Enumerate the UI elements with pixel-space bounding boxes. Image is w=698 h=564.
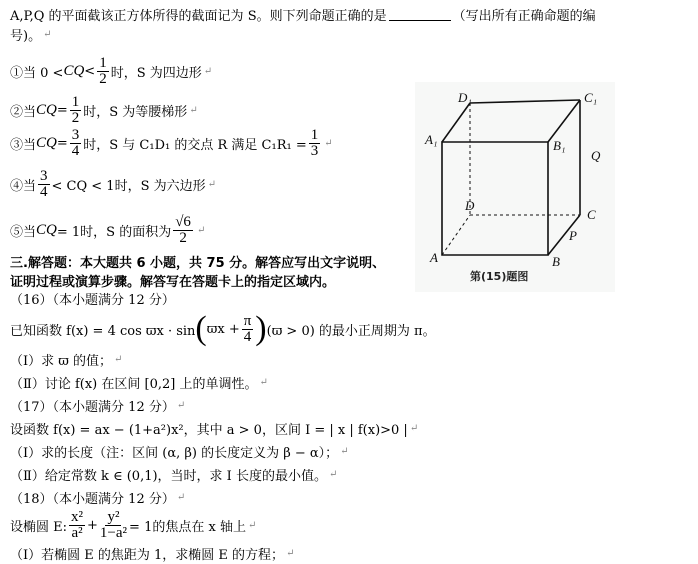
return-mark: ↵ [247, 519, 257, 531]
fraction [100, 510, 127, 541]
num: 3 [40, 167, 48, 184]
text: 已知函数 f(x) = 4 cos ϖx · sin [10, 323, 196, 339]
text: （Ⅰ）求的长度（注：区间 (α, β) 的长度定义为 β − α）； [10, 445, 339, 461]
num: 1 [71, 93, 80, 110]
text: 号)。 [10, 28, 42, 44]
text: = 1时，S 的面积为 [56, 224, 172, 240]
fraction [309, 128, 321, 159]
text: = 1的焦点在 x 轴上 [129, 519, 246, 535]
num: 1 [310, 126, 319, 143]
text: （Ⅱ）讨论 f(x) 在区间 [0,2] 上的单调性。 [10, 376, 258, 392]
text: ⑤当 [10, 224, 37, 240]
den: 4 [40, 183, 48, 200]
text: A,P,Q 的平面截该正方体所得的截面记为 S。则下列命题正确的是 [10, 8, 387, 24]
label-c: C [587, 207, 596, 222]
text: = [56, 102, 68, 118]
label-a1: A₁ [425, 132, 438, 147]
text: ϖx + [206, 321, 240, 337]
text: ①当 0 < [10, 65, 64, 81]
q16-part-1 [10, 349, 122, 369]
num: 3 [71, 126, 80, 143]
text: 设椭圆 E: [10, 519, 68, 535]
answer-blank [389, 8, 451, 21]
return-mark: ↵ [114, 353, 123, 365]
text: 时，S 与 C₁D₁ 的交点 R 满足 C₁R₁ = [83, 137, 307, 153]
return-mark: ↵ [259, 376, 268, 388]
den: 4 [243, 328, 252, 345]
text: = [56, 135, 68, 151]
text: 设函数 f(x) = ax − (1+a²)x²，其中 a > 0，区间 I = | x | f(x)>0 | [10, 422, 408, 438]
return-mark: ↵ [196, 224, 206, 236]
q18-heading [10, 487, 185, 507]
return-mark: ↵ [328, 468, 338, 480]
text: （16）（本小题满分 12 分） [10, 292, 175, 308]
num: y² [107, 508, 120, 525]
math: CQ [36, 221, 57, 238]
text: （17）（本小题满分 12 分） [10, 399, 175, 415]
figure-caption: 第(15)题图 [470, 270, 529, 283]
q16-stem [10, 310, 436, 348]
text: < [84, 63, 96, 79]
return-mark: ↵ [176, 491, 186, 503]
text: ②当 [10, 104, 37, 120]
return-mark: ↵ [324, 137, 333, 149]
den: 1−a² [99, 524, 128, 541]
text: （Ⅰ）求 ϖ 的值； [10, 353, 113, 369]
fraction [70, 95, 82, 126]
prop-5 [10, 212, 205, 248]
num: 1 [99, 54, 107, 71]
label-d1: D₁ [458, 90, 472, 105]
fraction [97, 56, 109, 87]
label-q: Q [591, 148, 601, 163]
den: 3 [310, 142, 319, 159]
figure-background [415, 82, 615, 292]
label-b: B [552, 254, 560, 269]
prop-4 [10, 168, 216, 200]
math: CQ [36, 101, 57, 118]
text: （Ⅱ）给定常数 k ∈ (0,1)，当时，求 I 长度的最小值。 [10, 468, 327, 484]
num: π [243, 312, 252, 329]
return-mark: ↵ [207, 178, 217, 190]
label-c1: C₁ [584, 90, 598, 105]
return-mark: ↵ [409, 422, 419, 434]
label-d: D [465, 198, 475, 213]
math: CQ [36, 134, 57, 151]
den: 2 [99, 70, 107, 87]
section-heading-2: 证明过程或演算步骤。解答写在答题卡上的指定区域内。 [10, 274, 336, 290]
text: ④当 [10, 178, 37, 194]
q16-heading [10, 288, 175, 308]
text: < CQ < 1时，S 为六边形 [51, 178, 206, 194]
text: + [87, 517, 98, 533]
fraction [70, 128, 82, 159]
text: 时，S 为等腰梯形 [83, 104, 188, 120]
fraction [242, 314, 254, 345]
q17-heading [10, 395, 185, 415]
fraction [38, 169, 50, 200]
intro-line-1 [10, 4, 596, 24]
num: √6 [175, 213, 191, 230]
text: （写出所有正确命题的编 [452, 8, 596, 24]
text: ③当 [10, 137, 37, 153]
label-b1: B₁ [553, 138, 566, 153]
intro-line-2 [10, 24, 51, 44]
fraction [173, 215, 193, 246]
cube-figure [415, 82, 615, 292]
prop-3 [10, 127, 333, 159]
paren: ( [195, 310, 207, 347]
text: (ϖ > 0) 的最小正周期为 π。 [266, 323, 436, 339]
text: 时，S 为四边形 [110, 65, 202, 81]
label-a: A [430, 250, 438, 265]
return-mark: ↵ [340, 445, 349, 457]
q16-part-2 [10, 372, 268, 392]
q18-stem [10, 508, 256, 542]
fraction [69, 510, 85, 541]
return-mark: ↵ [189, 104, 198, 116]
return-mark: ↵ [43, 28, 52, 40]
den: 2 [179, 229, 187, 246]
paren: ) [255, 310, 267, 347]
return-mark: ↵ [286, 547, 295, 559]
return-mark: ↵ [203, 65, 213, 77]
den: a² [71, 524, 83, 541]
prop-2 [10, 94, 198, 126]
section-heading-1: 三.解答题：本大题共 6 小题，共 75 分。解答应写出文字说明、 [10, 255, 386, 271]
den: 4 [71, 142, 80, 159]
text: （18）（本小题满分 12 分） [10, 491, 175, 507]
math: CQ [63, 62, 85, 79]
num: x² [71, 508, 84, 525]
q17-part-1 [10, 441, 349, 461]
prop-1 [10, 55, 212, 87]
den: 2 [71, 109, 80, 126]
q17-stem [10, 418, 418, 438]
q18-part-1 [10, 543, 294, 563]
text: （Ⅰ）若椭圆 E 的焦距为 1，求椭圆 E 的方程； [10, 547, 285, 563]
return-mark: ↵ [176, 399, 186, 411]
label-p: P [569, 228, 577, 243]
q17-part-2 [10, 464, 337, 484]
